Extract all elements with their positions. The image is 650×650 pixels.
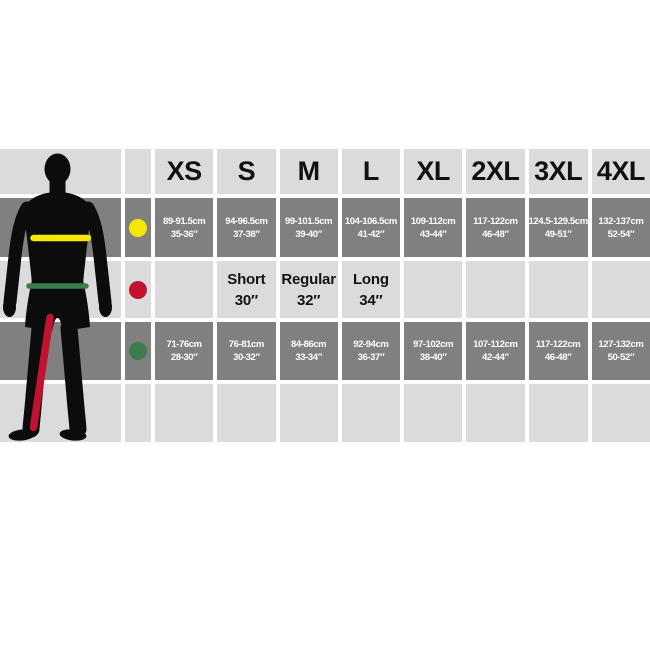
size-header-4xl xyxy=(592,149,650,194)
chest-cell-2xl: 117-122cm 46-48″ xyxy=(466,198,524,257)
chest-cell-4xl: 132-137cm 52-54″ xyxy=(592,198,650,257)
size-label: XL xyxy=(416,156,450,186)
waist-marker-cell xyxy=(125,322,151,380)
size-label: 4XL xyxy=(596,156,645,186)
chest-cell-xl: 109-112cm 43-44″ xyxy=(404,198,462,257)
green-dot-icon xyxy=(129,342,147,360)
waist-cell-xs: 71-76cm 28-30″ xyxy=(155,322,213,380)
length-cell-l: Long 34″ xyxy=(342,261,400,318)
chest-marker-cell xyxy=(125,198,151,257)
length-cell-s: Short 30″ xyxy=(217,261,275,318)
waist-cell-xl: 97-102cm 38-40″ xyxy=(404,322,462,380)
chest-cell-3xl: 124.5-129.5cm 49-51″ xyxy=(529,198,588,257)
size-header-l xyxy=(342,149,400,194)
length-cell-3xl xyxy=(529,261,588,318)
waist-cell-l: 92-94cm 36-37″ xyxy=(342,322,400,380)
size-label: 2XL xyxy=(471,156,520,186)
red-dot-icon xyxy=(129,281,147,299)
size-label: S xyxy=(237,156,256,186)
chest-cell-l: 104-106.5cm 41-42″ xyxy=(342,198,400,257)
waist-cell-3xl: 117-122cm 46-48″ xyxy=(529,322,588,380)
yellow-dot-icon xyxy=(129,219,147,237)
length-cell-xs xyxy=(155,261,213,318)
size-header-m xyxy=(280,149,338,194)
waist-cell-4xl: 127-132cm 50-52″ xyxy=(592,322,650,380)
length-cell-m: Regular 32″ xyxy=(280,261,338,318)
size-header-3xl xyxy=(529,149,588,194)
figure-column-band xyxy=(0,384,121,442)
figure-column-band xyxy=(0,198,121,257)
chest-cell-s: 94-96.5cm 37-38″ xyxy=(217,198,275,257)
waist-cell-m: 84-86cm 33-34″ xyxy=(280,322,338,380)
marker-column-header-cell xyxy=(125,149,151,194)
length-cell-xl xyxy=(404,261,462,318)
figure-column-header-cell xyxy=(0,149,121,194)
length-cell-2xl xyxy=(466,261,524,318)
size-label: 3XL xyxy=(534,156,583,186)
size-label: L xyxy=(362,156,379,186)
marker-column-footer-cell xyxy=(125,384,151,442)
footer-cell xyxy=(342,384,400,442)
footer-cell xyxy=(529,384,588,442)
footer-cell xyxy=(592,384,650,442)
figure-column-band xyxy=(0,261,121,318)
chest-cell-m: 99-101.5cm 39-40″ xyxy=(280,198,338,257)
size-label: M xyxy=(297,156,320,186)
chest-cell-xs: 89-91.5cm 35-36″ xyxy=(155,198,213,257)
length-marker-cell xyxy=(125,261,151,318)
size-header-s xyxy=(217,149,275,194)
size-header-xl xyxy=(404,149,462,194)
waist-cell-s: 76-81cm 30-32″ xyxy=(217,322,275,380)
footer-cell xyxy=(280,384,338,442)
size-header-2xl xyxy=(466,149,524,194)
figure-column-band xyxy=(0,322,121,380)
length-cell-4xl xyxy=(592,261,650,318)
footer-cell xyxy=(466,384,524,442)
footer-cell xyxy=(217,384,275,442)
footer-cell xyxy=(404,384,462,442)
footer-cell xyxy=(155,384,213,442)
waist-cell-2xl: 107-112cm 42-44″ xyxy=(466,322,524,380)
size-header-xs xyxy=(155,149,213,194)
size-table xyxy=(0,149,650,442)
size-label: XS xyxy=(166,156,202,186)
